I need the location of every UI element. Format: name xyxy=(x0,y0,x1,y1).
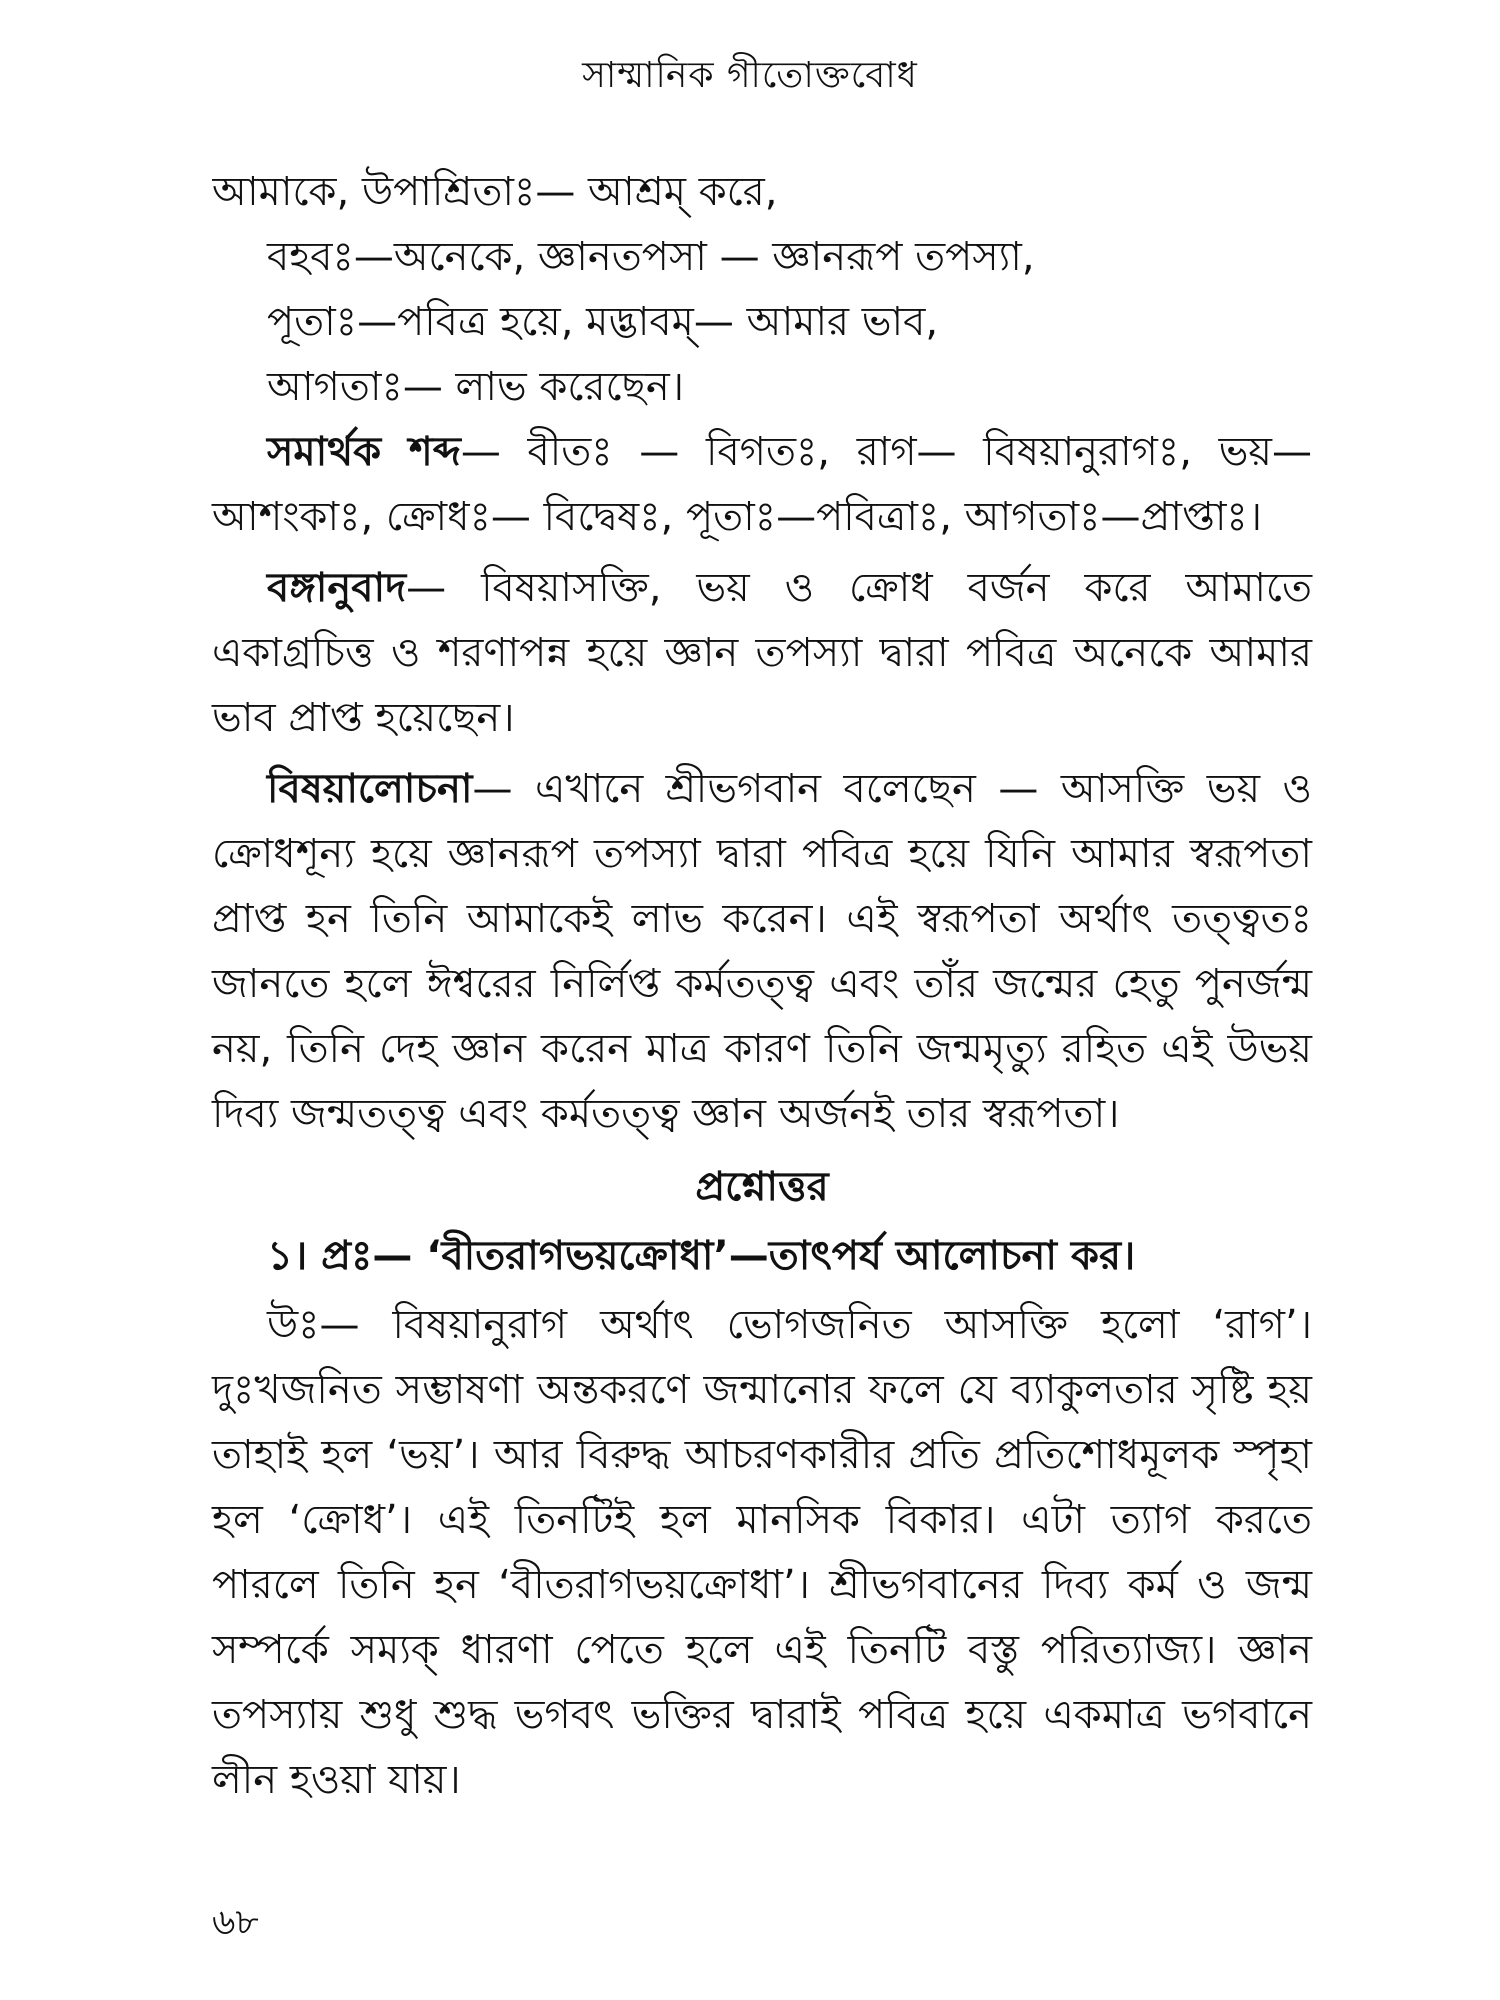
synonyms-text: — বীতঃ — বিগতঃ, রাগ— বিষয়ানুরাগঃ, ভয়—আশংকাঃ, ক্রোধঃ— বিদ্বেষঃ, পূতাঃ—পবিত্রাঃ, আগতাঃ—প্রাপ্তাঃ। xyxy=(212,429,1312,540)
answer-1: উঃ— বিষয়ানুরাগ অর্থাৎ ভোগজনিত আসক্তি হলো ‘রাগ’। দুঃখজনিত সম্ভাষণা অন্তকরণে জন্মানোর ফলে যে ব্যাকুলতার সৃষ্টি হয় তাহাই হল ‘ভয়’। আর বিরুদ্ধ আচরণকারীর প্রতি প্রতিশোধমূলক স্পৃহা হল ‘ক্রোধ’। এই তিনটিই হল মানসিক বিকার। এটা ত্যাগ করতে পারলে তিনি হন ‘বীতরাগভয়ক্রোধা’। শ্রীভগবানের দিব্য কর্ম ও জন্ম সম্পর্কে সম্যক্ ধারণা পেতে হলে এই তিনটি বস্তু পরিত্যাজ্য। জ্ঞান তপস্যায় শুধু শুদ্ধ ভগবৎ ভক্তির দ্বারাই পবিত্র হয়ে একমাত্র ভগবানে লীন হওয়া যায়। xyxy=(212,1302,1312,1803)
qa-heading: প্রশ্নোত্তর xyxy=(695,1164,829,1210)
word-meaning-line: বহবঃ—অনেকে, জ্ঞানতপসা — জ্ঞানরূপ তপস্যা, xyxy=(267,234,1035,280)
translation-text: — বিষয়াসক্তি, ভয় ও ক্রোধ বর্জন করে আমাতে একাগ্রচিত্ত ও শরণাপন্ন হয়ে জ্ঞান তপস্যা দ্বারা পবিত্র অনেকে আমার ভাব প্রাপ্ত হয়েছেন। xyxy=(212,565,1312,741)
page-body xyxy=(212,160,1312,1819)
word-meaning-line: আমাকে, উপাশ্রিতাঃ— আশ্রম্ করে, xyxy=(212,169,778,215)
word-meaning-line: পূতাঃ—পবিত্র হয়ে, মদ্ভাবম্— আমার ভাব, xyxy=(267,299,939,345)
word-meaning-line: আগতাঃ— লাভ করেছেন। xyxy=(267,364,685,410)
discussion-label: বিষয়ালোচনা xyxy=(267,766,473,812)
translation-label: বঙ্গানুবাদ xyxy=(267,565,407,611)
synonyms-paragraph xyxy=(212,420,1312,550)
discussion-text: — এখানে শ্রীভগবান বলেছেন — আসক্তি ভয় ও ক্রোধশূন্য হয়ে জ্ঞানরূপ তপস্যা দ্বারা পবিত্র হয়ে যিনি আমার স্বরূপতা প্রাপ্ত হন তিনি আমাকেই লাভ করেন। এই স্বরূপতা অর্থাৎ তত্ত্বতঃ জানতে হলে ঈশ্বরের নির্লিপ্ত কর্মতত্ত্ব এবং তাঁর জন্মের হেতু পুনর্জন্ম নয়, তিনি দেহ জ্ঞান করেন মাত্র কারণ তিনি জন্মমৃত্যু রহিত এই উভয় দিব্য জন্মতত্ত্ব এবং কর্মতত্ত্ব জ্ঞান অর্জনই তার স্বরূপতা। xyxy=(212,766,1312,1137)
question-1: ১। প্রঃ— ‘বীতরাগভয়ক্রোধা’—তাৎপর্য আলোচনা কর। xyxy=(267,1233,1136,1279)
page-number: ৬৮ xyxy=(212,1902,259,1943)
running-head: সাম্মানিক গীতোক্তবোধ xyxy=(582,55,918,96)
synonyms-label: সমার্থক শব্দ xyxy=(267,429,461,475)
translation-paragraph xyxy=(212,556,1312,751)
discussion-paragraph xyxy=(212,757,1312,1147)
